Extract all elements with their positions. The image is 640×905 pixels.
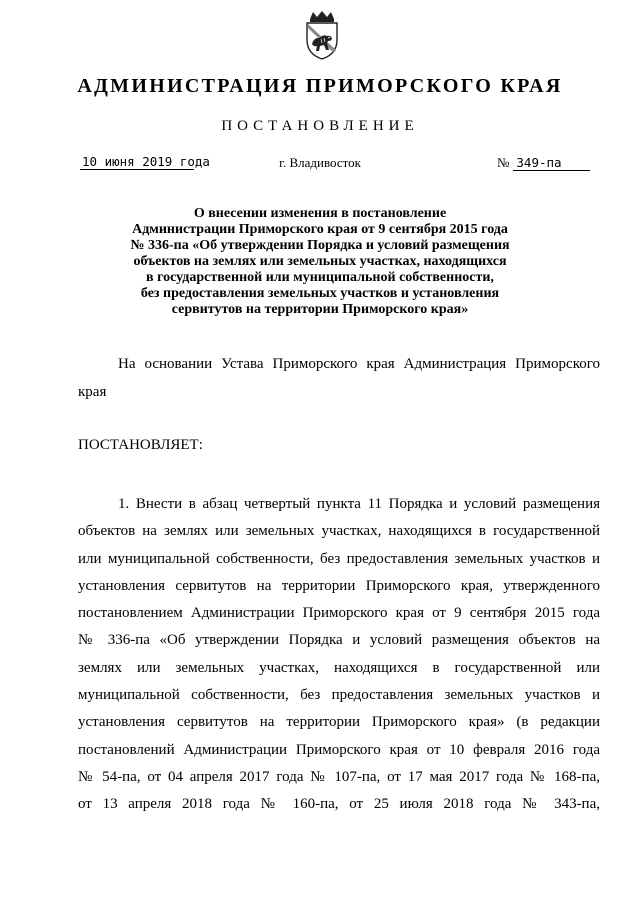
document-number-field bbox=[497, 154, 593, 172]
coat-of-arms-icon bbox=[302, 10, 342, 60]
decree-word: ПОСТАНОВЛЯЕТ: bbox=[78, 437, 203, 453]
body-line: № 336-па «Об утверждении Порядка и условий размещения объектов на bbox=[78, 632, 600, 649]
basis-paragraph bbox=[78, 350, 600, 406]
document-city: г. Владивосток bbox=[279, 155, 361, 170]
document-date: 10 июня 2019 года bbox=[82, 154, 210, 169]
document-title bbox=[60, 206, 580, 318]
title-line: без предоставления земельных участков и установления bbox=[140, 286, 500, 301]
title-line: объектов на землях или земельных участках, находящихся bbox=[133, 254, 507, 269]
body-line: 1. Внести в абзац четвертый пункта 11 Порядка и условий размещения bbox=[118, 496, 600, 512]
body-line: постановлений Администрации Приморского края от 10 февраля 2016 года bbox=[78, 741, 600, 758]
organization-name: АДМИНИСТРАЦИЯ ПРИМОРСКОГО КРАЯ bbox=[77, 75, 563, 97]
body-line: № 54-па, от 04 апреля 2017 года № 107-па, от 17 мая 2017 года № 168-па, bbox=[78, 768, 600, 785]
title-line: сервитутов на территории Приморского края» bbox=[171, 302, 469, 317]
body-line: постановлением Администрации Приморского края от 9 сентября 2015 года bbox=[78, 605, 600, 622]
body-line: объектов на землях или земельных участках, находящихся в государственной bbox=[78, 523, 600, 540]
document-type: ПОСТАНОВЛЕНИЕ bbox=[221, 118, 419, 134]
body-line: землях или земельных участках, находящихся в государственной или bbox=[78, 659, 600, 676]
body-line: от 13 апреля 2018 года № 160-па, от 25 июля 2018 года № 343-па, bbox=[78, 796, 600, 813]
title-line: в государственной или муниципальной собственности, bbox=[146, 270, 494, 285]
document-number: 349-па bbox=[513, 155, 590, 171]
body-paragraph bbox=[78, 491, 600, 819]
basis-line: На основании Устава Приморского края Администрация Приморского bbox=[118, 356, 600, 372]
title-line: № 336-па «Об утверждении Порядка и условий размещения bbox=[130, 238, 510, 253]
number-sign: № bbox=[497, 155, 510, 170]
basis-line: края bbox=[78, 384, 107, 400]
title-line: Администрации Приморского края от 9 сентября 2015 года bbox=[132, 222, 508, 237]
body-line: муниципальной собственности, без предоставления земельных участков и bbox=[78, 687, 600, 704]
body-line: или муниципальной собственности, без предоставления земельных участков и bbox=[78, 550, 600, 567]
body-line: установления сервитутов на территории Приморского края» (в редакции bbox=[78, 714, 600, 731]
title-line: О внесении изменения в постановление bbox=[193, 206, 447, 221]
body-line: установления сервитутов на территории Приморского края, утвержденного bbox=[78, 577, 600, 594]
